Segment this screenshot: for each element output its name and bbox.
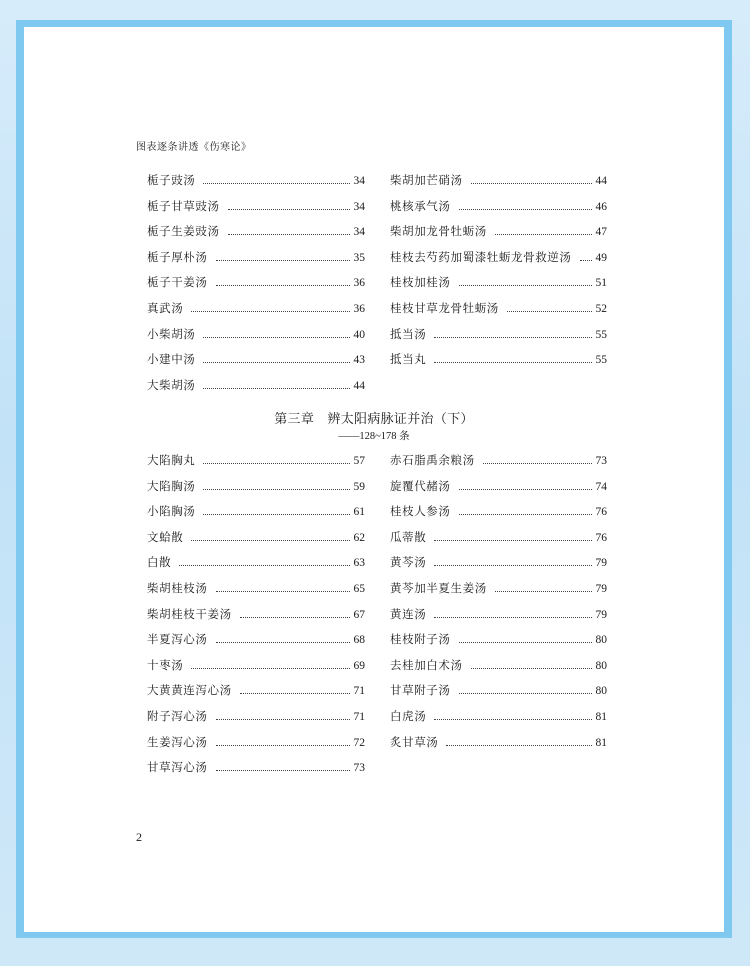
toc-entry-page: 35	[353, 251, 365, 264]
toc-entry-page: 46	[595, 200, 607, 213]
dot-leader	[216, 582, 350, 592]
dot-leader	[434, 531, 591, 541]
toc-entry	[147, 503, 365, 519]
toc-entry-title: 小柴胡汤	[147, 326, 196, 341]
toc-entry	[147, 198, 365, 214]
toc-entry	[147, 326, 365, 342]
dot-leader	[434, 353, 591, 363]
toc-entry	[390, 580, 607, 596]
toc-entry	[390, 657, 607, 673]
toc-entry-title: 半夏泻心汤	[147, 632, 208, 647]
toc-entry-title: 文蛤散	[147, 529, 184, 544]
toc-entry	[147, 682, 365, 698]
toc-entry-title: 桂枝人参汤	[390, 504, 451, 519]
toc-entry-title: 桂枝附子汤	[390, 632, 451, 647]
dot-leader	[459, 480, 592, 490]
toc-entry-page: 79	[595, 583, 607, 595]
toc-entry-title: 甘草泻心汤	[147, 760, 208, 775]
toc-entry	[390, 249, 607, 265]
toc-entry-page: 68	[353, 634, 365, 647]
toc-entry	[147, 631, 365, 647]
toc-entry-page: 81	[595, 711, 607, 723]
toc-entry-title: 大陷胸丸	[147, 453, 196, 467]
toc-entry	[390, 708, 607, 724]
dot-leader	[203, 480, 349, 490]
dot-leader	[203, 505, 349, 515]
dot-leader	[434, 556, 591, 566]
dot-leader	[216, 276, 350, 286]
toc-entry	[147, 274, 365, 290]
toc-entry-title: 甘草附子汤	[390, 683, 451, 698]
toc-entry	[147, 708, 365, 724]
toc-entry-title: 桂枝去芍药加蜀漆牡蛎龙骨救逆汤	[390, 249, 572, 264]
toc-entry-title: 桂枝加桂汤	[390, 275, 451, 290]
dot-leader	[580, 251, 592, 261]
toc-entry	[147, 478, 365, 494]
toc-entry-page: 40	[353, 328, 365, 341]
toc-entry-page: 71	[353, 685, 365, 698]
toc-entry-page: 34	[353, 226, 365, 239]
dot-leader	[434, 608, 591, 618]
toc-entry-page: 43	[353, 354, 365, 367]
toc-entry-page: 79	[595, 608, 607, 621]
toc-entry-page: 51	[595, 277, 607, 290]
dot-leader	[459, 200, 592, 210]
toc-entry-title: 桂枝甘草龙骨牡蛎汤	[390, 301, 499, 315]
dot-leader	[446, 736, 591, 746]
toc-entry-title: 白虎汤	[390, 709, 427, 723]
dot-leader	[191, 531, 349, 541]
toc-entry-page: 36	[353, 277, 365, 290]
toc-entry-page: 55	[595, 354, 607, 367]
toc-entry	[390, 503, 607, 519]
toc-entry-page: 80	[595, 634, 607, 647]
dot-leader	[459, 505, 592, 515]
dot-leader	[203, 379, 349, 389]
toc-entry	[390, 198, 607, 214]
dot-leader	[203, 353, 349, 363]
dot-leader	[203, 454, 349, 464]
toc-entry	[390, 326, 607, 342]
toc-entry-title: 柴胡加芒硝汤	[390, 173, 463, 187]
toc-entry-page: 76	[595, 531, 607, 544]
toc-entry	[390, 300, 607, 316]
dot-leader	[228, 225, 350, 235]
chapter-subtitle: ——128~178 条	[338, 431, 410, 442]
dot-leader	[471, 174, 592, 184]
toc-entry	[390, 631, 607, 647]
page-number: 2	[136, 830, 142, 844]
toc-entry	[147, 529, 365, 545]
dot-leader	[471, 659, 592, 669]
dot-leader	[216, 736, 350, 746]
toc-entry-page: 74	[595, 480, 607, 493]
toc-entry	[390, 529, 607, 545]
toc-entry-page: 36	[353, 303, 365, 315]
toc-entry-title: 桃核承气汤	[390, 198, 451, 213]
toc-entry	[390, 682, 607, 698]
dot-leader	[216, 761, 350, 771]
dot-leader	[459, 276, 592, 286]
toc-entry-title: 炙甘草汤	[390, 734, 439, 749]
running-head: 图表逐条讲透《伤寒论》	[136, 142, 252, 153]
dot-leader	[483, 454, 592, 464]
toc-entry-title: 黄连汤	[390, 606, 427, 621]
dot-leader	[203, 174, 349, 184]
toc-entry-title: 大黄黄连泻心汤	[147, 683, 232, 698]
toc-entry-title: 栀子甘草豉汤	[147, 198, 220, 213]
toc-entry	[390, 274, 607, 290]
toc-entry-title: 柴胡加龙骨牡蛎汤	[390, 224, 487, 239]
toc-entry-page: 44	[595, 175, 607, 187]
dot-leader	[507, 302, 592, 312]
toc-entry-page: 55	[595, 328, 607, 341]
dot-leader	[228, 200, 350, 210]
toc-entry-page: 62	[353, 531, 365, 544]
dot-leader	[203, 328, 349, 338]
toc-entry-title: 小建中汤	[147, 352, 196, 367]
dot-leader	[191, 302, 349, 312]
dot-leader	[216, 251, 350, 261]
dot-leader	[191, 659, 349, 669]
toc-entry-page: 81	[595, 736, 607, 749]
dot-leader	[216, 710, 350, 720]
toc-entry-page: 61	[353, 506, 365, 519]
chapter-title: 第三章 辨太阳病脉证并治（下）	[274, 412, 474, 427]
toc-entry-title: 抵当丸	[390, 352, 427, 367]
toc-entry-page: 67	[353, 608, 365, 621]
toc-entry	[147, 606, 365, 622]
toc-entry	[147, 300, 365, 316]
toc-entry-title: 小陷胸汤	[147, 504, 196, 519]
toc-entry-title: 柴胡桂枝汤	[147, 581, 208, 595]
toc-entry	[147, 554, 365, 570]
toc-entry-title: 栀子干姜汤	[147, 275, 208, 290]
toc-entry	[390, 606, 607, 622]
book-page	[24, 27, 724, 932]
dot-leader	[459, 633, 592, 643]
toc-entry	[147, 452, 365, 468]
dot-leader	[240, 684, 350, 694]
toc-entry-title: 赤石脂禹余粮汤	[390, 453, 475, 467]
dot-leader	[495, 582, 592, 592]
toc-entry	[147, 580, 365, 596]
toc-entry-page: 76	[595, 506, 607, 519]
toc-entry-title: 生姜泻心汤	[147, 734, 208, 749]
toc-entry	[390, 554, 607, 570]
toc-entry	[390, 223, 607, 239]
toc-entry	[147, 223, 365, 239]
toc-entry-title: 真武汤	[147, 301, 184, 315]
toc-entry-page: 72	[353, 736, 365, 749]
toc-entry-page: 49	[595, 251, 607, 264]
toc-entry	[390, 172, 607, 188]
toc-entry-title: 黄芩加半夏生姜汤	[390, 581, 487, 595]
toc-entry-page: 80	[595, 659, 607, 672]
toc-entry	[147, 759, 365, 775]
toc-entry-title: 附子泻心汤	[147, 709, 208, 723]
toc-entry-title: 栀子厚朴汤	[147, 249, 208, 264]
toc-entry-title: 抵当汤	[390, 326, 427, 341]
toc-entry-title: 白散	[147, 555, 172, 570]
toc-entry-page: 57	[353, 455, 365, 467]
toc-entry-page: 47	[595, 226, 607, 239]
toc-entry-page: 71	[353, 711, 365, 723]
toc-entry-page: 44	[353, 379, 365, 392]
toc-entry-page: 79	[595, 557, 607, 570]
toc-entry	[147, 172, 365, 188]
dot-leader	[459, 684, 592, 694]
toc-entry	[390, 478, 607, 494]
toc-entry	[147, 377, 365, 393]
toc-entry	[390, 734, 607, 750]
toc-entry-page: 80	[595, 685, 607, 698]
toc-entry	[390, 351, 607, 367]
toc-entry-page: 73	[595, 455, 607, 467]
dot-leader	[434, 710, 591, 720]
dot-leader	[179, 556, 349, 566]
toc-entry-title: 栀子豉汤	[147, 173, 196, 187]
toc-entry-title: 黄芩汤	[390, 555, 427, 570]
toc-entry-page: 63	[353, 557, 365, 570]
toc-entry-title: 柴胡桂枝干姜汤	[147, 606, 232, 621]
toc-entry	[147, 351, 365, 367]
toc-entry-title: 大柴胡汤	[147, 377, 196, 392]
dot-leader	[434, 328, 591, 338]
toc-entry-title: 十枣汤	[147, 657, 184, 672]
dot-leader	[216, 633, 350, 643]
toc-entry-page: 69	[353, 659, 365, 672]
dot-leader	[495, 225, 592, 235]
toc-entry-page: 34	[353, 200, 365, 213]
toc-entry-title: 去桂加白术汤	[390, 657, 463, 672]
toc-entry-page: 73	[353, 762, 365, 775]
toc-entry-page: 59	[353, 480, 365, 493]
toc-entry	[147, 657, 365, 673]
toc-entry-page: 52	[595, 303, 607, 315]
toc-entry	[390, 452, 607, 468]
toc-entry-title: 瓜蒂散	[390, 529, 427, 544]
toc-entry-page: 34	[353, 175, 365, 187]
toc-entry-title: 大陷胸汤	[147, 478, 196, 493]
toc-entry-title: 栀子生姜豉汤	[147, 224, 220, 239]
toc-entry	[147, 734, 365, 750]
toc-entry	[147, 249, 365, 265]
toc-entry-page: 65	[353, 583, 365, 595]
toc-entry-title: 旋覆代赭汤	[390, 478, 451, 493]
dot-leader	[240, 608, 350, 618]
